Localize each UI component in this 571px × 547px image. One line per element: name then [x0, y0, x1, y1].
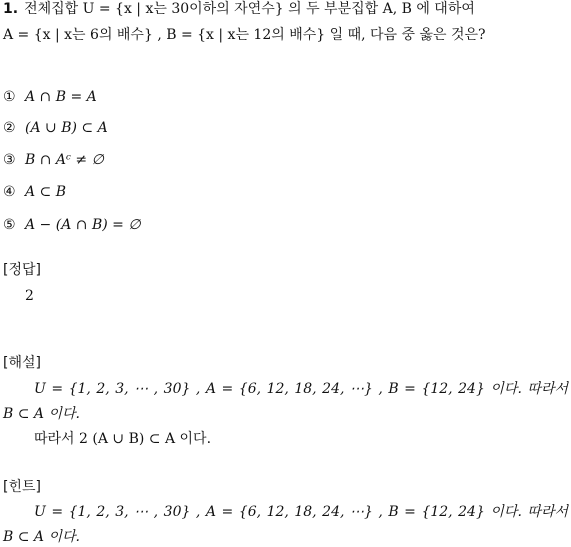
option-5[interactable] — [3, 216, 141, 234]
option-text: B ∩ Aᶜ ≠ ∅ — [25, 152, 104, 168]
option-4[interactable] — [3, 183, 66, 201]
option-text: A ∩ B = A — [25, 89, 97, 105]
option-number: ⑤ — [3, 217, 16, 233]
hint-line-1 — [34, 503, 568, 521]
hint-text-2: B ⊂ A 이다. — [3, 529, 80, 545]
hint-text-1: U = {1, 2, 3, ⋯ , 30} , A = {6, 12, 18, 24, ⋯} , B = {12, 24} 이다. 따라서 — [34, 504, 568, 520]
explanation-label: [해설] — [3, 355, 41, 371]
explanation-line-2 — [3, 405, 80, 423]
option-1[interactable] — [3, 88, 97, 106]
option-number: ② — [3, 120, 16, 136]
option-number: ③ — [3, 152, 16, 168]
explanation-text-3: 따라서 2 (A ∪ B) ⊂ A 이다. — [34, 431, 212, 447]
option-text: (A ∪ B) ⊂ A — [25, 120, 108, 136]
option-2[interactable] — [3, 119, 108, 137]
question-stem-2: A = {x | x는 6의 배수} , B = {x | x는 12의 배수} 일 때, 다음 중 옳은 것은? — [3, 27, 486, 43]
hint-label: [힌트] — [3, 479, 41, 495]
answer-value: 2 — [25, 288, 34, 304]
explanation-line-1 — [34, 380, 568, 398]
explanation-line-3 — [34, 430, 211, 448]
option-number: ④ — [3, 184, 16, 200]
option-number: ① — [3, 89, 16, 105]
explanation-text-2: B ⊂ A 이다. — [3, 406, 80, 422]
answer-label: [정답] — [3, 262, 41, 278]
hint-line-2 — [3, 528, 80, 546]
question-line-2 — [3, 26, 486, 44]
question-line-1 — [3, 0, 475, 18]
option-text: A ⊂ B — [25, 184, 67, 200]
option-3[interactable] — [3, 151, 104, 169]
option-text: A − (A ∩ B) = ∅ — [25, 217, 141, 233]
question-number: 1. — [3, 1, 19, 17]
explanation-text-1: U = {1, 2, 3, ⋯ , 30} , A = {6, 12, 18, 24, ⋯} , B = {12, 24} 이다. 따라서 — [34, 381, 568, 397]
question-stem-1: 전체집합 U = {x | x는 30이하의 자연수} 의 두 부분집합 A, B 에 대하여 — [24, 1, 475, 17]
